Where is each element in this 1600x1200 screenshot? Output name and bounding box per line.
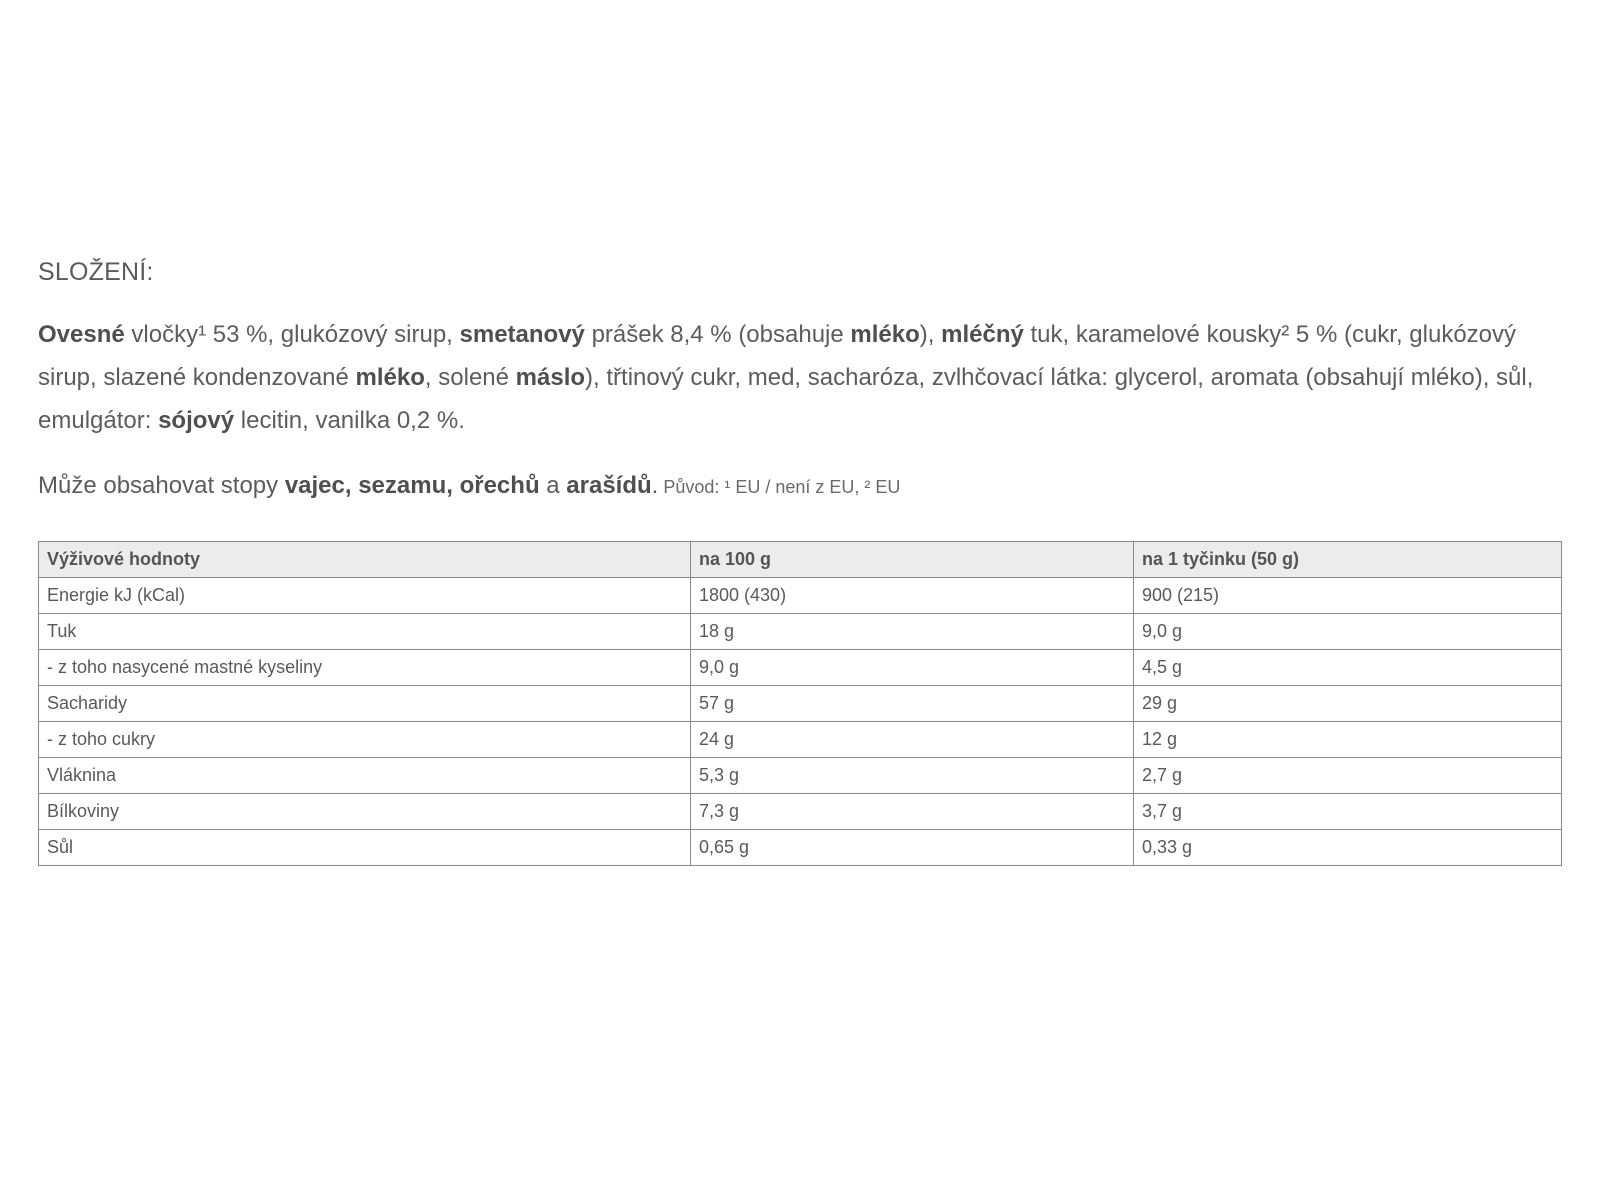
ingredient-bold: sójový — [158, 407, 235, 434]
ingredient-text: , solené — [424, 364, 516, 391]
table-row — [39, 758, 1562, 794]
allergens-text — [38, 470, 1563, 503]
value-per-100g: 18 g — [691, 614, 1134, 650]
allergen-bold: arašídů — [566, 472, 652, 499]
table-row — [39, 794, 1562, 830]
value-per-bar: 4,5 g — [1134, 650, 1562, 686]
nutrition-table — [38, 541, 1562, 866]
table-row — [39, 830, 1562, 866]
value-per-bar: 2,7 g — [1134, 758, 1562, 794]
allergen-text: a — [539, 472, 567, 499]
nutrient-name: Tuk — [39, 614, 691, 650]
allergen-text: . — [651, 472, 659, 499]
value-per-100g: 5,3 g — [691, 758, 1134, 794]
nutrient-name: Sůl — [39, 830, 691, 866]
value-per-100g: 0,65 g — [691, 830, 1134, 866]
allergen-bold: vajec, sezamu, ořechů — [284, 472, 540, 499]
ingredient-text: ), — [919, 321, 942, 348]
value-per-bar: 3,7 g — [1134, 794, 1562, 830]
ingredient-text: lecitin, vanilka 0,2 %. — [234, 407, 465, 434]
nutrient-name: - z toho nasycené mastné kyseliny — [39, 650, 691, 686]
nutrient-name: - z toho cukry — [39, 722, 691, 758]
allergen-text: Může obsahovat stopy — [38, 472, 285, 499]
nutrient-name: Vláknina — [39, 758, 691, 794]
table-row — [39, 614, 1562, 650]
ingredient-bold: smetanový — [459, 321, 585, 348]
value-per-100g: 1800 (430) — [691, 578, 1134, 614]
ingredient-text: prášek 8,4 % (obsahuje — [584, 321, 851, 348]
header-per-bar: na 1 tyčinku (50 g) — [1134, 542, 1562, 578]
header-per-100g: na 100 g — [691, 542, 1134, 578]
table-header-row — [39, 542, 1562, 578]
value-per-bar: 29 g — [1134, 686, 1562, 722]
nutrient-name: Sacharidy — [39, 686, 691, 722]
ingredient-bold: mléčný — [941, 321, 1024, 348]
product-info — [38, 258, 1563, 866]
ingredient-bold: mléko — [355, 364, 425, 391]
value-per-100g: 7,3 g — [691, 794, 1134, 830]
origin-note: Původ: ¹ EU / není z EU, ² EU — [658, 477, 901, 497]
value-per-bar: 12 g — [1134, 722, 1562, 758]
value-per-bar: 0,33 g — [1134, 830, 1562, 866]
table-row — [39, 686, 1562, 722]
nutrient-name: Bílkoviny — [39, 794, 691, 830]
value-per-100g: 57 g — [691, 686, 1134, 722]
ingredient-bold: máslo — [515, 364, 586, 391]
ingredient-text: ), třtinový cukr, med, sacharóza, zvlhčovací látka: glycerol, aromata (obsahují mléko), sůl, emulgátor: — [38, 364, 1534, 434]
table-row — [39, 722, 1562, 758]
table-row — [39, 578, 1562, 614]
ingredient-text: vločky¹ 53 %, glukózový sirup, — [124, 321, 460, 348]
value-per-bar: 900 (215) — [1134, 578, 1562, 614]
value-per-bar: 9,0 g — [1134, 614, 1562, 650]
table-row — [39, 650, 1562, 686]
ingredients-text — [38, 313, 1563, 442]
ingredient-bold: mléko — [850, 321, 920, 348]
composition-heading: SLOŽENÍ: — [38, 258, 154, 286]
ingredient-text: tuk, karamelové kousky² 5 % (cukr, glukózový sirup, slazené kondenzované — [38, 321, 1517, 391]
ingredient-bold: Ovesné — [38, 321, 125, 348]
value-per-100g: 9,0 g — [691, 650, 1134, 686]
nutrient-name: Energie kJ (kCal) — [39, 578, 691, 614]
header-nutrient: Výživové hodnoty — [39, 542, 691, 578]
value-per-100g: 24 g — [691, 722, 1134, 758]
